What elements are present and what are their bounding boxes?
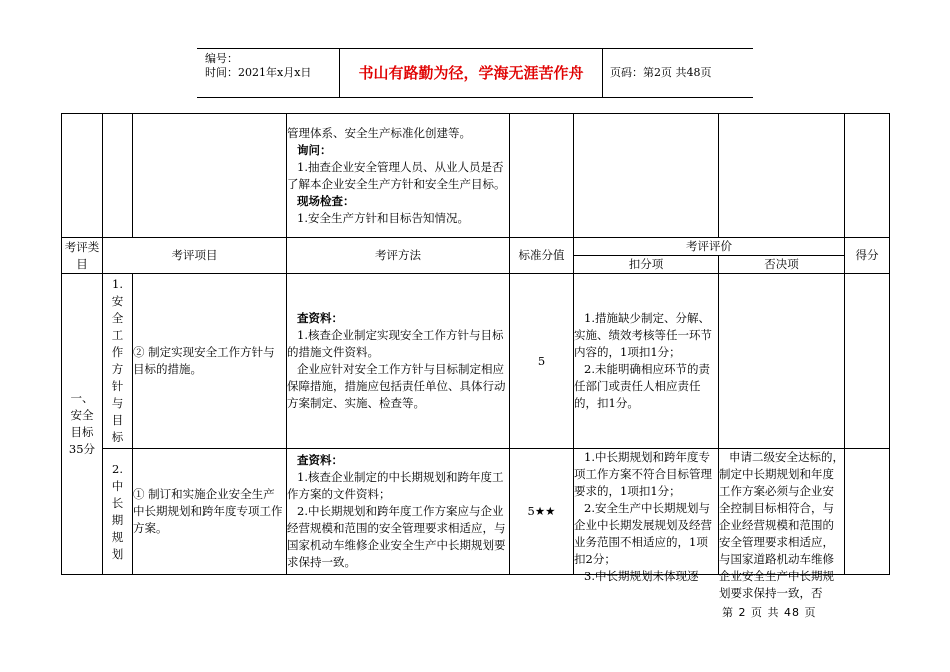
item-cell [133,449,287,575]
continued-line: 管理体系、安全生产标准化创建等。 [287,125,471,140]
method-cell [287,274,510,449]
method-para: 1.核查企业制定的中长期规划和跨年度工作方案的文件资料； [287,470,504,501]
header-page-info: 页码：第2页 共48页 [610,66,712,79]
evaluation-table [61,113,890,600]
result-cell [845,449,890,575]
site-check-text: 1.安全生产方针和目标告知情况。 [297,210,469,225]
deduction-item: 3.中长期规划未体现逐 [584,569,699,583]
continued-veto-cell [719,114,845,238]
col-header-result: 得分 [845,238,890,274]
continued-category-cell [62,114,103,238]
site-check-title: 现场检查： [297,193,355,208]
document-time: 时间：2021年x月x日 [205,66,312,79]
method-para: 企业应针对安全工作方针与目标制定相应保障措施，措施应包括责任单位、具体行动方案制定、实施、检查等。 [287,362,506,410]
page-header [197,48,753,98]
continued-row [62,114,890,238]
method-title: 查资料： [297,311,343,325]
method-para: 1.核查企业制定实现安全工作方针与目标的措施文件资料。 [287,328,504,359]
sub-category-cell [103,274,133,449]
table-row [62,274,890,449]
col-header-item: 考评项目 [103,238,287,274]
score-cell: 5★★ [510,449,574,575]
deduction-item: 2.安全生产中长期规划与企业中长期发展规划及经营业务范围不相适应的，1项扣2分； [574,501,712,566]
inquiry-text: 1.抽查企业安全管理人员、从业人员是否了解本企业安全生产方针和安全生产目标。 [287,159,506,191]
score-cell: 5 [510,274,574,449]
deduction-list [574,449,718,583]
result-cell [845,274,890,449]
continued-method-cell [287,114,510,238]
method-title: 查资料： [297,453,343,467]
item-cell [133,274,287,449]
header-motto: 书山有路勤为径，学海无涯苦作舟 [340,49,603,97]
continued-score-cell [510,114,574,238]
method-cell [287,449,510,575]
col-header-veto: 否决项 [719,256,845,274]
continued-deduction-cell [574,114,719,238]
inquiry-title: 询问： [297,142,332,157]
page-footer: 第 2 页 共 48 页 [722,606,817,619]
continued-result-cell [845,114,890,238]
veto-text: 申请二级安全达标的，制定中长期规划和年度工作方案必须与企业安全控制目标相符合，与企业经营规模和范围的安全管理要求相适应，与国家道路机动车维修企业安全生产中长期规划要求保持一致，否 [719,450,844,600]
deduction-item: 1.措施缺少制定、分解、实施、绩效考核等任一环节内容的，1项扣1分； [574,311,712,359]
deduction-item: 2.未能明确相应环节的责任部门或责任人相应责任的，扣1分。 [574,362,710,410]
document-number-label: 编号： [205,52,238,65]
sub-category-text: 2.中长期规划 [111,461,124,561]
deduction-cell [574,274,719,449]
col-header-evaluation: 考评评价 [574,238,845,256]
category-text: 一、安全目标35分 [68,391,96,456]
header-meta [197,49,340,97]
veto-cell [719,274,845,449]
table-row [62,449,890,575]
category-cell [62,274,103,575]
item-text: ① 制订和实施企业安全生产中长期规划和跨年度专项工作方案。 [133,487,283,535]
item-text: ② 制定实现安全工作方针与目标的措施。 [133,345,275,376]
col-header-category: 考评类目 [62,238,103,274]
deduction-item: 1.中长期规划和跨年度专项工作方案不符合目标管理要求的，1项扣1分； [574,450,712,498]
sub-category-text: 1.安全工作方针与目标 [111,277,124,444]
col-header-score: 标准分值 [510,238,574,274]
deduction-cell [574,449,719,583]
header-row-top [62,238,890,256]
col-header-method: 考评方法 [287,238,510,274]
method-para: 2.中长期规划和跨年度工作方案应与企业经营规模和范围的安全管理要求相适应，与国家机动车维修企业安全生产中长期规划要求保持一致。 [287,504,506,569]
continued-sub-cell [103,114,133,238]
veto-cell [719,449,845,600]
sub-category-cell [103,449,133,575]
continued-item-cell [133,114,287,238]
col-header-deduction: 扣分项 [574,256,719,274]
